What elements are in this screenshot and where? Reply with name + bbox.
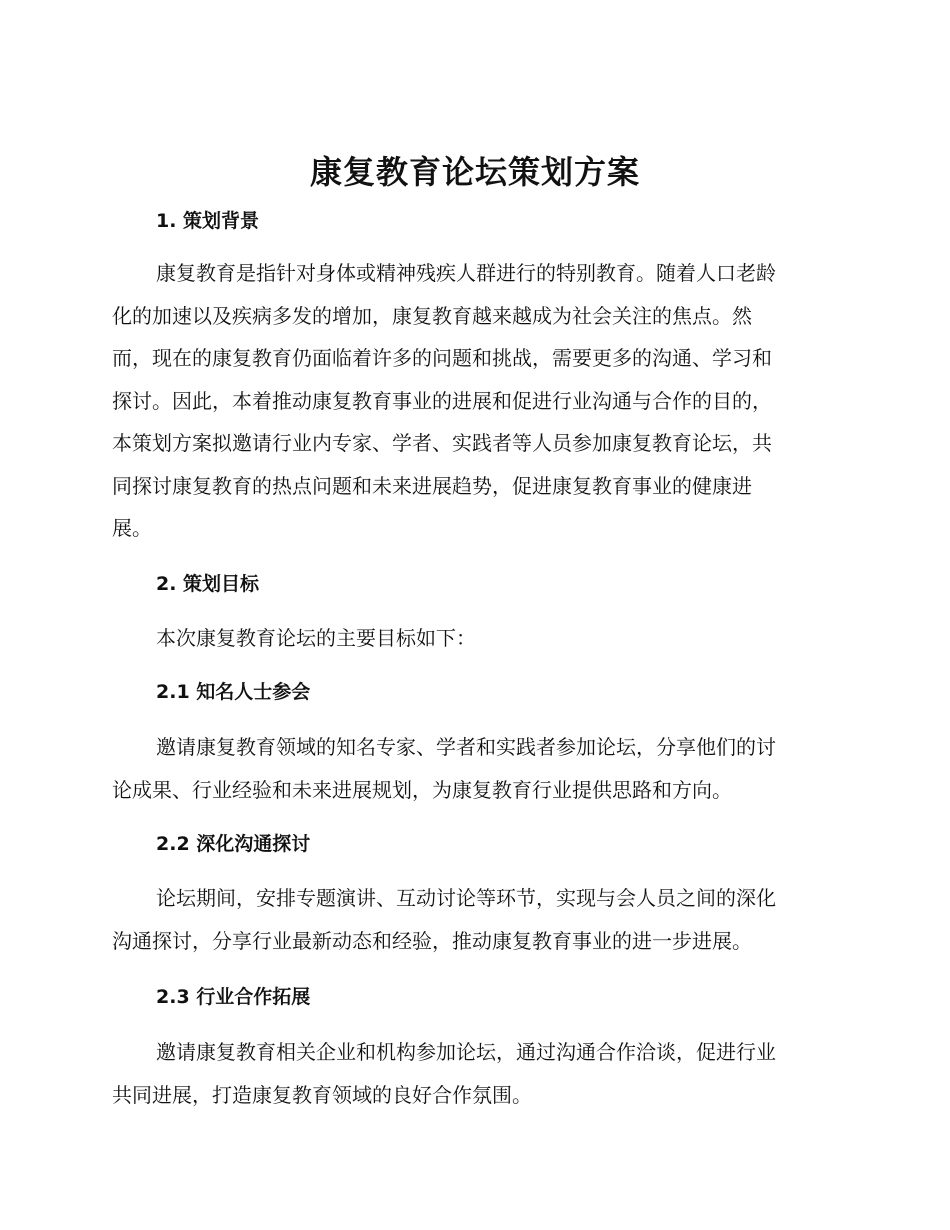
paragraph-line: 共同进展，打造康复教育领域的良好合作氛围。	[112, 1082, 532, 1107]
paragraph-line: 本次康复教育论坛的主要目标如下：	[156, 626, 476, 650]
section-heading-industry-cooperation: 2.3 行业合作拓展	[156, 986, 311, 1008]
section-heading-deepen-exchange: 2.2 深化沟通探讨	[156, 833, 311, 855]
paragraph-line: 化的加速以及疾病多发的增加，康复教育越来越成为社会关注的焦点。然	[112, 303, 752, 328]
paragraph-line: 探讨。因此，本着推动康复教育事业的进展和促进行业沟通与合作的目的，	[112, 388, 772, 413]
paragraph-deepen-exchange	[112, 877, 832, 962]
paragraph-line: 康复教育是指针对身体或精神残疾人群进行的特别教育。随着人口老龄	[156, 261, 776, 285]
section-heading-goals: 2. 策划目标	[156, 573, 260, 595]
paragraph-industry-cooperation	[112, 1031, 832, 1116]
paragraph-line: 展。	[112, 516, 152, 540]
paragraph-line: 而，现在的康复教育仍面临着许多的问题和挑战，需要更多的沟通、学习和	[112, 346, 772, 370]
paragraph-line: 邀请康复教育领域的知名专家、学者和实践者参加论坛，分享他们的讨	[156, 735, 776, 759]
paragraph-line: 论成果、行业经验和未来进展规划，为康复教育行业提供思路和方向。	[112, 777, 732, 802]
paragraph-background	[112, 252, 832, 550]
section-heading-background: 1. 策划背景	[156, 210, 260, 232]
paragraph-line: 同探讨康复教育的热点问题和未来进展趋势，促进康复教育事业的健康进	[112, 473, 752, 498]
document-title: 康复教育论坛策划方案	[309, 153, 640, 191]
paragraph-line: 邀请康复教育相关企业和机构参加论坛，通过沟通合作洽谈，促进行业	[156, 1040, 776, 1064]
paragraph-line: 论坛期间，安排专题演讲、互动讨论等环节，实现与会人员之间的深化	[156, 886, 776, 910]
paragraph-notable-attendees	[112, 726, 832, 811]
paragraph-goals	[112, 617, 832, 660]
paragraph-line: 沟通探讨，分享行业最新动态和经验，推动康复教育事业的进一步进展。	[112, 928, 752, 953]
section-heading-notable-attendees: 2.1 知名人士参会	[156, 681, 311, 703]
paragraph-line: 本策划方案拟邀请行业内专家、学者、实践者等人员参加康复教育论坛，共	[112, 431, 772, 455]
